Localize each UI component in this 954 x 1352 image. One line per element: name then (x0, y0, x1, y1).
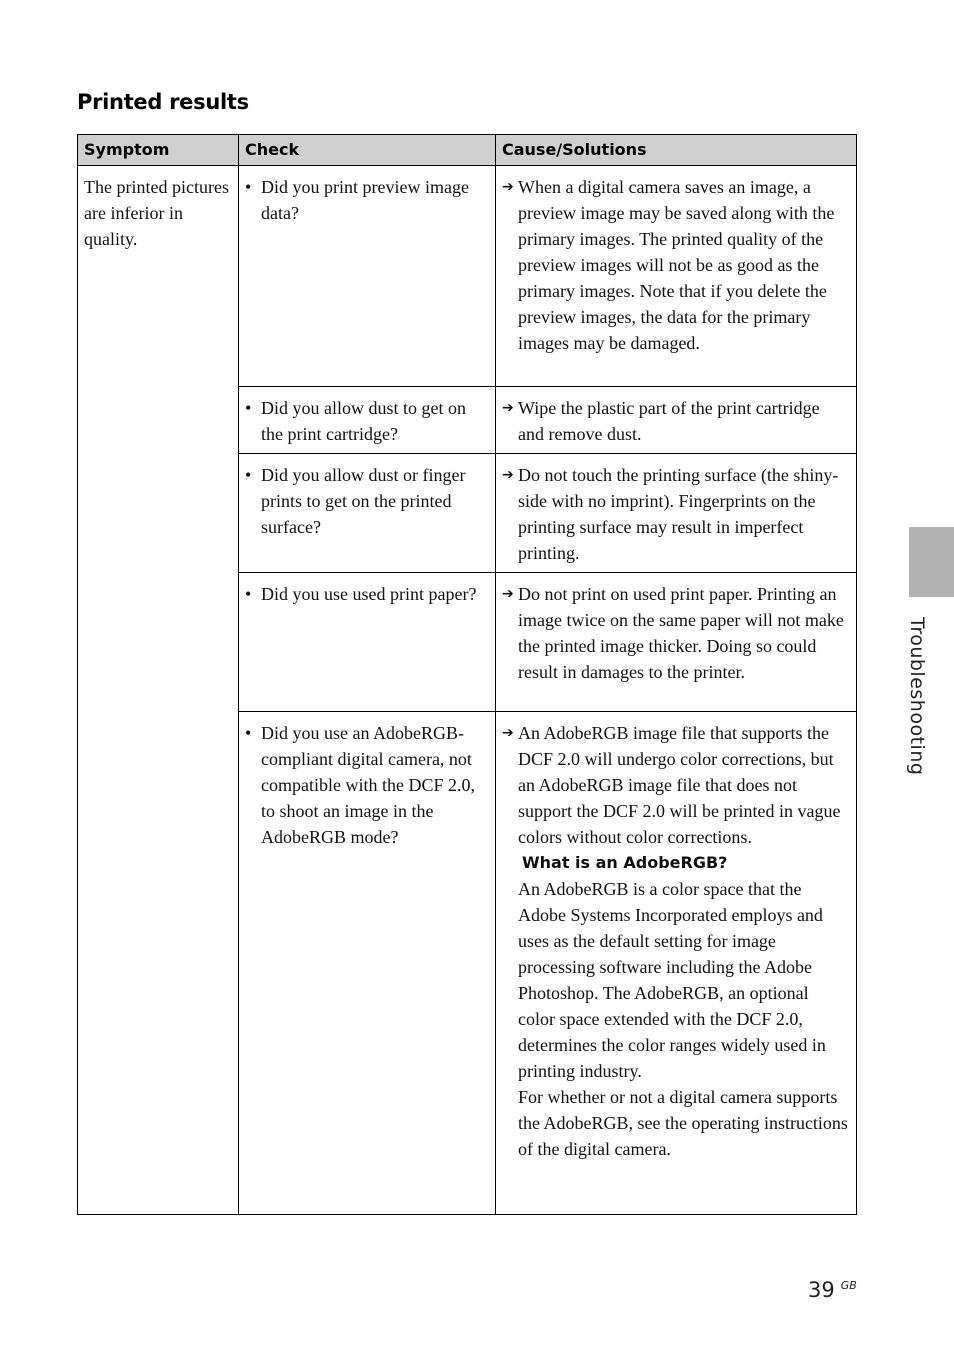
solution-cell (496, 166, 857, 387)
table-row (78, 166, 857, 387)
header-check: Check (239, 135, 496, 166)
side-tab-marker (909, 527, 954, 597)
header-cause-solutions: Cause/Solutions (496, 135, 857, 166)
solution-cell (496, 573, 857, 712)
symptom-cell (78, 166, 239, 1215)
bullet: • (245, 398, 252, 418)
check-cell (239, 454, 496, 573)
solution-text: When a digital camera saves an image, a preview image may be saved along with the primary images. The printed quality of the preview images will not be as good as the primary images. Note that if you delete the preview images, the data for the primary images may be damaged. (518, 177, 835, 353)
bullet: • (245, 723, 252, 743)
troubleshooting-table (77, 134, 857, 1215)
check-cell (239, 166, 496, 387)
check-text: Did you use an AdobeRGB-compliant digital camera, not compatible with the DCF 2.0, to shoot an image in the AdobeRGB mode? (261, 723, 475, 847)
section-title: Printed results (77, 90, 249, 114)
check-text: Did you print preview image data? (261, 177, 469, 223)
arrow-icon: ➔ (502, 179, 514, 195)
symptom-text: The printed pictures are inferior in quality. (84, 177, 229, 249)
header-symptom: Symptom (78, 135, 239, 166)
table-header-row (78, 135, 857, 166)
solution-cell (496, 712, 857, 1215)
solution-cell (496, 454, 857, 573)
bullet: • (245, 177, 252, 197)
check-text: Did you allow dust to get on the print cartridge? (261, 398, 466, 444)
arrow-icon: ➔ (502, 400, 514, 416)
solution-text: An AdobeRGB image file that supports the DCF 2.0 will undergo color corrections, but an AdobeRGB image file that does not support the DCF 2.0 will be printed in vague colors without color corrections. (518, 723, 841, 847)
arrow-icon: ➔ (502, 467, 514, 483)
check-cell (239, 712, 496, 1215)
arrow-icon: ➔ (502, 586, 514, 602)
side-section-label: Troubleshooting (906, 617, 928, 776)
bullet: • (245, 584, 252, 604)
check-cell (239, 573, 496, 712)
solution-extra-text: For whether or not a digital camera supports the AdobeRGB, see the operating instructions of the digital camera. (518, 1087, 848, 1159)
bullet: • (245, 465, 252, 485)
check-text: Did you allow dust or finger prints to get on the printed surface? (261, 465, 466, 537)
solution-text: Do not print on used print paper. Printing an image twice on the same paper will not make the printed image thicker. Doing so could result in damages to the printer. (518, 584, 844, 682)
solution-extra-text: An AdobeRGB is a color space that the Adobe Systems Incorporated employs and uses as the default setting for image processing software including the Adobe Photoshop. The AdobeRGB, an optional color space extended with the DCF 2.0, determines the color ranges widely used in printing industry. (518, 879, 826, 1081)
page-number-value: 39 (808, 1278, 835, 1302)
page-number (808, 1278, 857, 1302)
solution-text: Wipe the plastic part of the print cartridge and remove dust. (518, 398, 820, 444)
solution-cell (496, 387, 857, 454)
check-cell (239, 387, 496, 454)
arrow-icon: ➔ (502, 725, 514, 741)
check-text: Did you use used print paper? (261, 584, 477, 604)
solution-text: Do not touch the printing surface (the shiny-side with no imprint). Fingerprints on the printing surface may result in imperfect printing. (518, 465, 839, 563)
subheading: What is an AdobeRGB? (522, 853, 728, 872)
page-region-code: GB (840, 1279, 857, 1292)
